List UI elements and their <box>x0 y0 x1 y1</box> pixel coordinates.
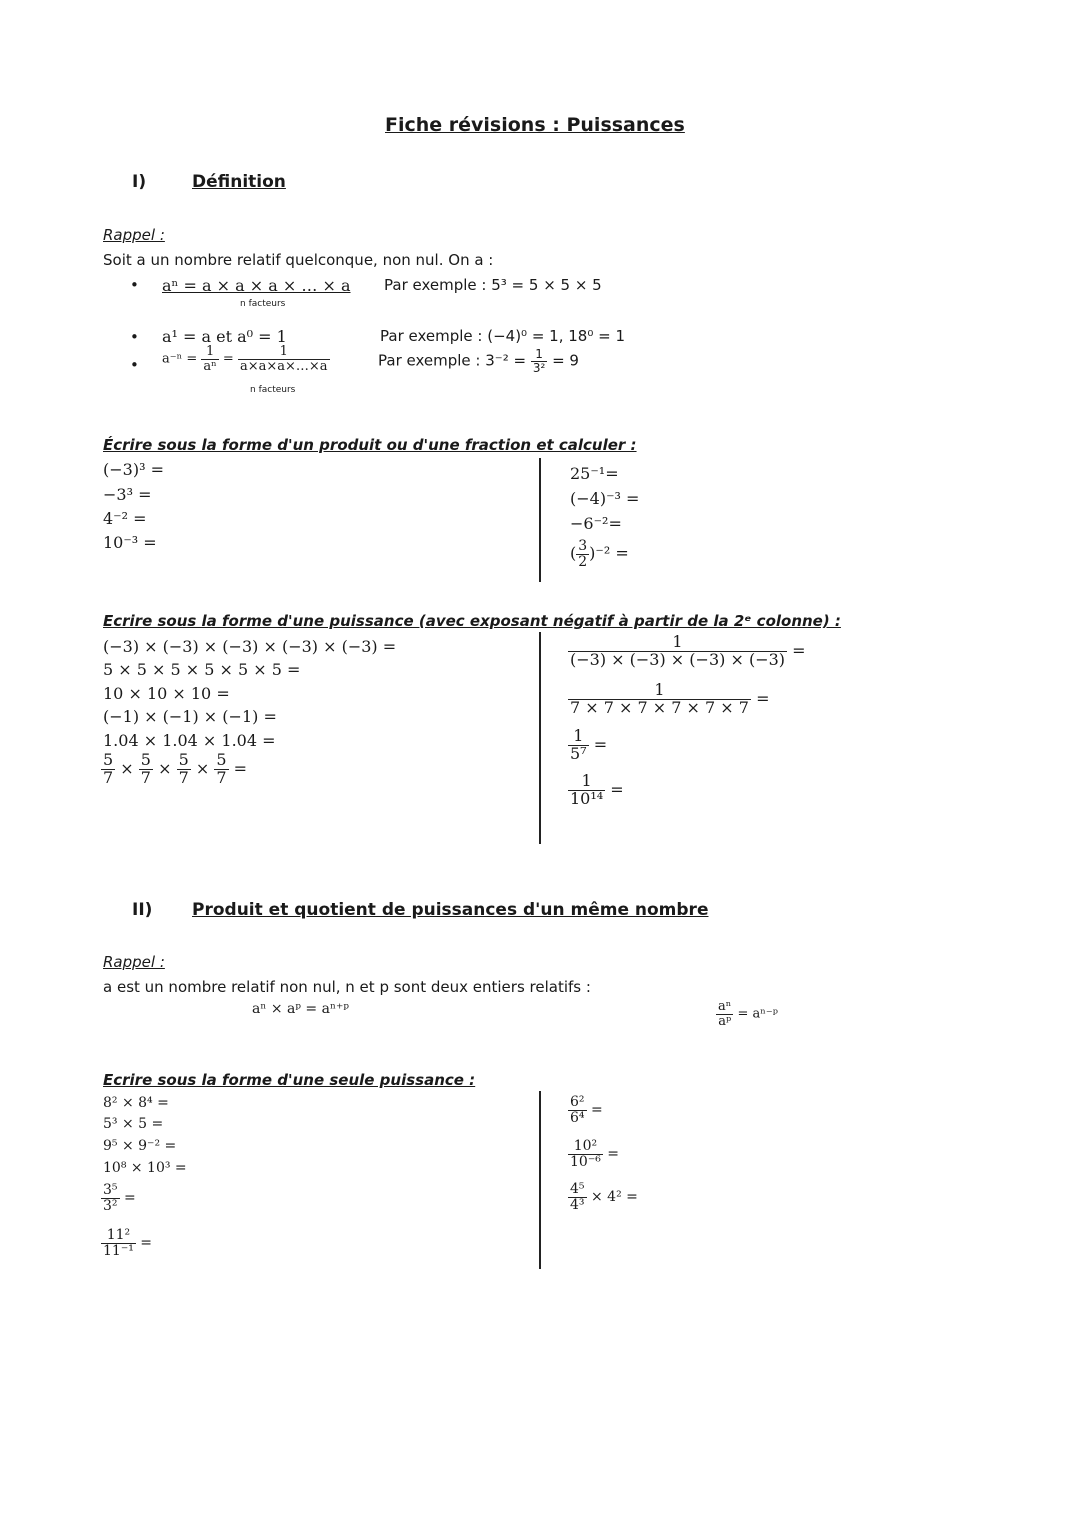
ex2-right-item: $\frac{1}{\text{5⁷}}$ = <box>570 726 608 763</box>
rule-1-formula: aⁿ = a × a × a × … × a <box>162 276 351 295</box>
bullet-2: • <box>130 328 139 346</box>
ex1-right-item: ( $\frac{3}{2}$ )⁻² = <box>570 538 629 570</box>
quotient-rule: $\frac{\text{aⁿ}}{\text{aᵖ}}$ = aⁿ⁻ᵖ <box>718 999 778 1029</box>
bullet-3: • <box>130 356 139 374</box>
ex3-left-item: 9⁵ × 9⁻² = <box>103 1138 177 1154</box>
definition-intro: Soit a un nombre relatif quelconque, non nul. On a : <box>103 251 494 269</box>
exercise-3-divider <box>539 1091 541 1269</box>
ex3-left-item: 5³ × 5 = <box>103 1116 164 1132</box>
section-2-title: Produit et quotient de puissances d'un même nombre <box>192 900 709 920</box>
rule-3-underlabel: n facteurs <box>250 385 296 395</box>
page-title: Fiche révisions : Puissances <box>385 114 685 136</box>
rule-2-formula: a¹ = a et a⁰ = 1 <box>162 327 287 346</box>
ex1-left-item: 10⁻³ = <box>103 533 157 552</box>
ex1-right-item: (−4)⁻³ = <box>570 489 640 508</box>
ex2-right-item: $\frac{1}{7 \times 7 \times 7 \times 7 \times 7 \times 7}$ = <box>570 680 770 717</box>
ex2-left-item: 10 × 10 × 10 = <box>103 684 230 703</box>
rule-1-underlabel: n facteurs <box>240 299 286 309</box>
ex3-right-item: $\frac{\text{6²}}{\text{6⁴}}$ = <box>570 1094 603 1126</box>
ex2-right-item: $\frac{1}{(-3) \times (-3) \times (-3) \times (-3)}$ = <box>570 632 806 669</box>
ex2-left-fraction-product: $\frac{5}{7}$ × $\frac{5}{7}$ × $\frac{5}{7}$ × $\frac{5}{7}$ = <box>103 750 248 787</box>
exercise-1-divider <box>539 458 541 582</box>
rule-1-example: Par exemple : 5³ = 5 × 5 × 5 <box>384 276 602 294</box>
ex1-right-item: 25⁻¹= <box>570 464 619 483</box>
ex3-left-item: 10⁸ × 10³ = <box>103 1160 187 1176</box>
rule-2-example: Par exemple : (−4)⁰ = 1, 18⁰ = 1 <box>380 327 625 345</box>
exercise-2-instruction: Ecrire sous la forme d'une puissance (avec exposant négatif à partir de la 2ᵉ colonne) : <box>103 612 841 630</box>
rappel-label-2: Rappel : <box>103 953 165 971</box>
ex2-left-item: (−1) × (−1) × (−1) = <box>103 707 277 726</box>
ex3-right-item: $\frac{\text{10²}}{\text{10⁻⁶}}$ = <box>570 1138 620 1170</box>
exercise-3-instruction: Ecrire sous la forme d'une seule puissance : <box>103 1071 476 1089</box>
ex1-left-item: 4⁻² = <box>103 509 147 528</box>
ex1-right-item: −6⁻²= <box>570 514 622 533</box>
exercise-2-divider <box>539 632 541 844</box>
rule-3-formula: a⁻ⁿ = $\frac{1}{\text{aⁿ}}$ = $\frac{1}{a\times a\times a\times\dots\times a}$ <box>162 344 328 374</box>
exercise-1-instruction: Écrire sous la forme d'un produit ou d'une fraction et calculer : <box>103 436 637 454</box>
ex3-left-item: $\frac{\text{11²}}{\text{11⁻¹}}$ = <box>103 1227 153 1259</box>
ex2-right-item: $\frac{1}{\text{10¹⁴}}$ = <box>570 771 624 808</box>
ex3-left-item: $\frac{\text{3⁵}}{\text{3²}}$ = <box>103 1182 136 1214</box>
ex1-left-item: −3³ = <box>103 485 152 504</box>
bullet-1: • <box>130 276 139 294</box>
section-1-number: I) <box>132 172 147 192</box>
ex2-left-item: 5 × 5 × 5 × 5 × 5 × 5 = <box>103 660 301 679</box>
section-2-intro: a est un nombre relatif non nul, n et p sont deux entiers relatifs : <box>103 978 591 996</box>
ex3-left-item: 8² × 8⁴ = <box>103 1095 169 1111</box>
product-rule: aⁿ × aᵖ = aⁿ⁺ᵖ <box>252 1001 350 1017</box>
ex2-left-item: 1.04 × 1.04 × 1.04 = <box>103 731 276 750</box>
ex3-right-item: $\frac{\text{4⁵}}{\text{4³}}$ × 4² = <box>570 1181 638 1213</box>
section-1-title: Définition <box>192 172 286 192</box>
rappel-label-1: Rappel : <box>103 226 165 244</box>
ex1-left-item: (−3)³ = <box>103 460 164 479</box>
section-2-number: II) <box>132 900 153 920</box>
ex2-left-item: (−3) × (−3) × (−3) × (−3) × (−3) = <box>103 637 397 656</box>
rule-3-example: Par exemple : 3⁻² = $\frac{1}{\text{3²}}$ = 9 <box>378 347 579 375</box>
